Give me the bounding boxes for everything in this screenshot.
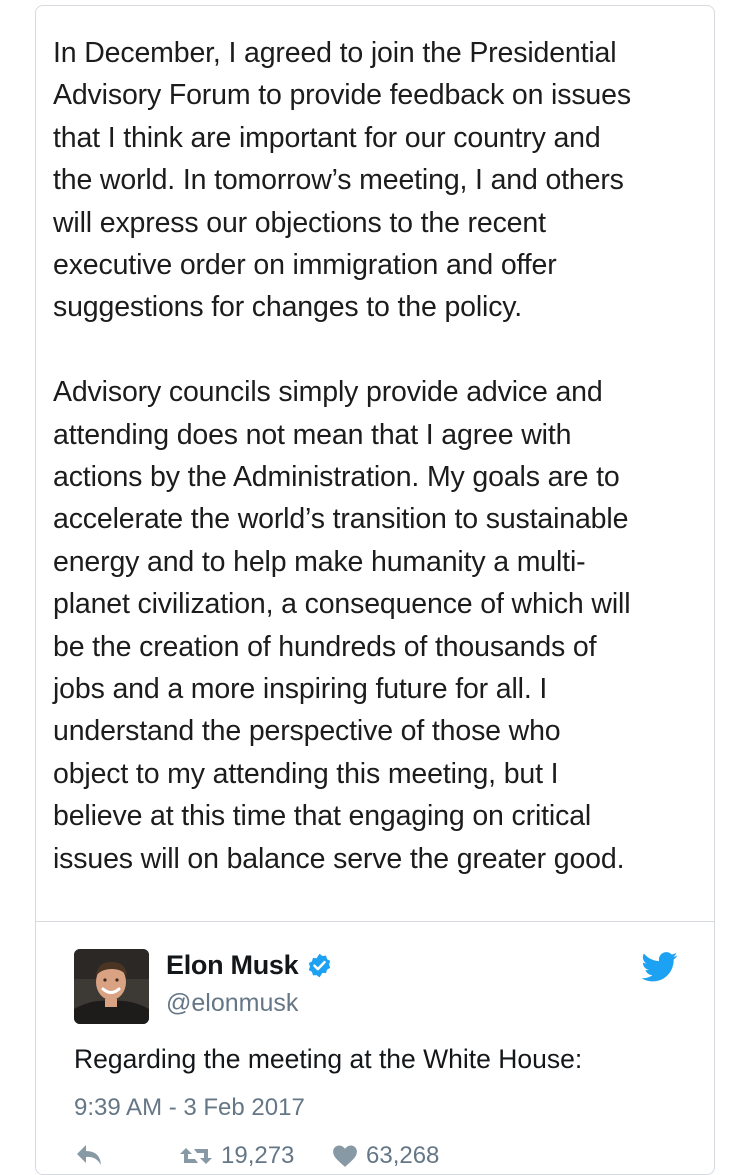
statement-line: actions by the Administration. My goals are to — [53, 461, 620, 494]
reply-button[interactable] — [74, 1142, 104, 1168]
statement-line: object to my attending this meeting, but I — [53, 757, 559, 790]
statement-line: understand the perspective of those who — [53, 715, 561, 748]
author-name-text: Elon Musk — [166, 950, 299, 980]
card-divider — [36, 921, 714, 922]
avatar[interactable] — [74, 949, 149, 1024]
statement-line: Advisory Forum to provide feedback on issues — [53, 79, 631, 112]
statement-line: executive order on immigration and offer — [53, 249, 557, 282]
like-count: 63,268 — [366, 1142, 440, 1169]
twitter-bird-icon[interactable] — [642, 952, 678, 982]
verified-badge-icon — [306, 952, 333, 979]
retweet-icon — [179, 1143, 213, 1169]
statement-line: In December, I agreed to join the Presidential — [53, 37, 617, 69]
statement-line: issues will on balance serve the greater good. — [53, 842, 625, 875]
heart-icon — [332, 1144, 358, 1168]
statement-line: planet civilization, a consequence of which will — [53, 588, 631, 621]
retweet-count: 19,273 — [221, 1142, 295, 1169]
author-handle[interactable]: @elonmusk — [166, 989, 299, 1017]
statement-line: believe at this time that engaging on critical — [53, 800, 592, 833]
statement-image — [53, 32, 713, 880]
statement-line: will express our objections to the recent — [53, 206, 546, 239]
statement-line: suggestions for changes to the policy. — [53, 291, 523, 324]
like-button[interactable] — [332, 1142, 439, 1170]
statement-line: Advisory councils simply provide advice and — [53, 376, 603, 409]
statement-line: that I think are important for our country and — [53, 121, 601, 154]
statement-line: be the creation of hundreds of thousands of — [53, 630, 597, 663]
paragraph-gap — [53, 329, 713, 371]
statement-line: accelerate the world’s transition to sustainable — [53, 503, 629, 536]
statement-line: energy and to help make humanity a multi- — [53, 545, 586, 578]
statement-line: jobs and a more inspiring future for all. I — [53, 673, 548, 706]
tweet-actions — [74, 1142, 674, 1172]
tweet-text: Regarding the meeting at the White House: — [74, 1044, 583, 1074]
statement-line: the world. In tomorrow’s meeting, I and others — [53, 164, 624, 197]
author-name[interactable] — [166, 950, 333, 981]
retweet-button[interactable] — [179, 1142, 294, 1170]
reply-icon — [74, 1142, 104, 1168]
tweet-timestamp[interactable]: 9:39 AM - 3 Feb 2017 — [74, 1094, 305, 1121]
statement-line: attending does not mean that I agree with — [53, 418, 572, 451]
tweet-card — [35, 5, 715, 1175]
